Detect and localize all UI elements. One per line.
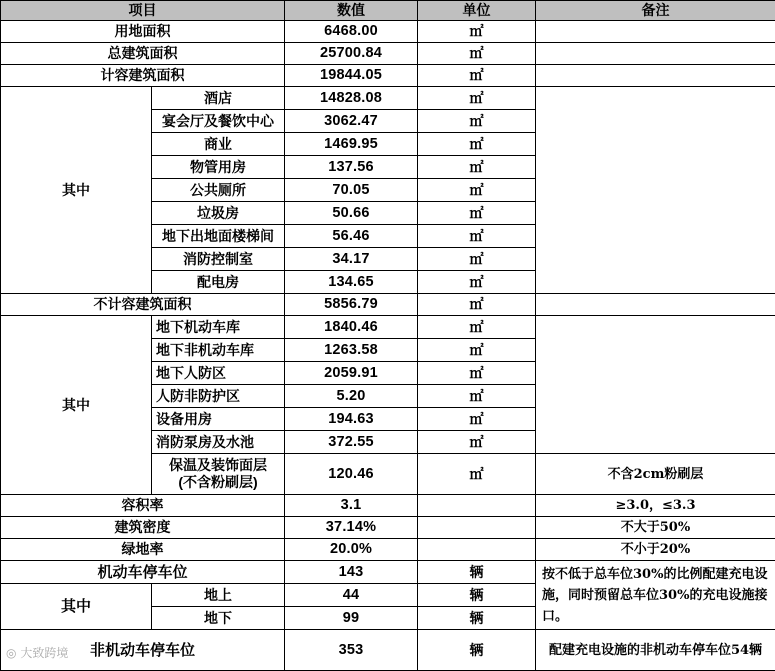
- row-label: 地上: [152, 584, 285, 607]
- row-unit: ㎡: [418, 110, 536, 133]
- row-unit: ㎡: [418, 21, 536, 43]
- row-label: 物管用房: [152, 156, 285, 179]
- table-row: [1, 294, 775, 316]
- header-item: 项目: [1, 1, 285, 21]
- row-value: 120.46: [285, 454, 418, 495]
- row-value: 25700.84: [285, 43, 418, 65]
- row-unit: 辆: [418, 561, 536, 584]
- row-unit: ㎡: [418, 362, 536, 385]
- row-value: 372.55: [285, 431, 418, 454]
- row-value: 99: [285, 607, 418, 630]
- row-label: 垃圾房: [152, 202, 285, 225]
- row-value: 353: [285, 630, 418, 671]
- table-row: [1, 87, 775, 110]
- row-label-two-line: [152, 454, 285, 495]
- row-unit: ㎡: [418, 225, 536, 248]
- row-unit: ㎡: [418, 271, 536, 294]
- row-value: 37.14%: [285, 517, 418, 539]
- row-value: 6468.00: [285, 21, 418, 43]
- row-value: 5856.79: [285, 294, 418, 316]
- row-remark: [536, 294, 775, 316]
- row-label-line1: 保温及装饰面层: [154, 457, 282, 474]
- row-label: 不计容建筑面积: [1, 294, 285, 316]
- row-unit: ㎡: [418, 43, 536, 65]
- row-unit: [418, 495, 536, 517]
- row-label: 地下机动车库: [152, 316, 285, 339]
- row-value: 1469.95: [285, 133, 418, 156]
- row-label: 商业: [152, 133, 285, 156]
- parking-sub-label: 其中: [1, 584, 152, 630]
- row-label: 地下非机动车库: [152, 339, 285, 362]
- row-label: 容积率: [1, 495, 285, 517]
- row-label: 公共厕所: [152, 179, 285, 202]
- row-value: 2059.91: [285, 362, 418, 385]
- table-row: [1, 21, 775, 43]
- row-label: 消防控制室: [152, 248, 285, 271]
- header-remark: 备注: [536, 1, 775, 21]
- table-row: [1, 43, 775, 65]
- row-label: 地下人防区: [152, 362, 285, 385]
- row-unit: ㎡: [418, 87, 536, 110]
- table-row: [1, 630, 775, 671]
- row-label: 人防非防护区: [152, 385, 285, 408]
- row-remark: 不小于20%: [536, 539, 775, 561]
- row-value: 134.65: [285, 271, 418, 294]
- table-row: [1, 316, 775, 339]
- row-unit: ㎡: [418, 339, 536, 362]
- row-remark: 配建充电设施的非机动车停车位54辆: [536, 630, 775, 671]
- row-value: 34.17: [285, 248, 418, 271]
- row-label: 地下: [152, 607, 285, 630]
- row-unit: ㎡: [418, 65, 536, 87]
- row-value: 44: [285, 584, 418, 607]
- table-header-row: [1, 1, 775, 21]
- watermark: [6, 644, 68, 661]
- row-unit: 辆: [418, 584, 536, 607]
- row-label: 宴会厅及餐饮中心: [152, 110, 285, 133]
- row-value: 3.1: [285, 495, 418, 517]
- table-row: [1, 539, 775, 561]
- row-value: 14828.08: [285, 87, 418, 110]
- row-unit: ㎡: [418, 294, 536, 316]
- row-value: 56.46: [285, 225, 418, 248]
- row-label: 配电房: [152, 271, 285, 294]
- row-unit: ㎡: [418, 156, 536, 179]
- parking-remark: 按不低于总车位30%的比例配建充电设施，同时预留总车位30%的充电设施接口。: [536, 561, 775, 630]
- row-unit: ㎡: [418, 431, 536, 454]
- row-label: 机动车停车位: [1, 561, 285, 584]
- row-value: 19844.05: [285, 65, 418, 87]
- watermark-text: 大致跨境: [20, 646, 68, 660]
- row-unit: ㎡: [418, 202, 536, 225]
- row-unit: ㎡: [418, 385, 536, 408]
- row-label: 酒店: [152, 87, 285, 110]
- row-unit: ㎡: [418, 316, 536, 339]
- row-label: 非机动车停车位: [1, 630, 285, 671]
- group2-remark: [536, 316, 775, 454]
- row-label: 总建筑面积: [1, 43, 285, 65]
- group1-label: 其中: [1, 87, 152, 294]
- row-remark: 不大于50%: [536, 517, 775, 539]
- row-label: 用地面积: [1, 21, 285, 43]
- row-value: 5.20: [285, 385, 418, 408]
- row-value: 3062.47: [285, 110, 418, 133]
- row-unit: 辆: [418, 607, 536, 630]
- group2-label: 其中: [1, 316, 152, 495]
- row-unit: 辆: [418, 630, 536, 671]
- table-row: [1, 561, 775, 584]
- row-label-line2: (不含粉刷层): [154, 474, 282, 491]
- header-unit: 单位: [418, 1, 536, 21]
- row-unit: [418, 517, 536, 539]
- row-remark: [536, 43, 775, 65]
- row-remark: 不含2cm粉刷层: [536, 454, 775, 495]
- row-label: 绿地率: [1, 539, 285, 561]
- row-label: 地下出地面楼梯间: [152, 225, 285, 248]
- row-value: 1263.58: [285, 339, 418, 362]
- row-unit: ㎡: [418, 133, 536, 156]
- row-value: 143: [285, 561, 418, 584]
- row-value: 194.63: [285, 408, 418, 431]
- table-row: [1, 65, 775, 87]
- row-value: 1840.46: [285, 316, 418, 339]
- row-value: 137.56: [285, 156, 418, 179]
- table-row: [1, 517, 775, 539]
- row-label: 设备用房: [152, 408, 285, 431]
- row-label: 计容建筑面积: [1, 65, 285, 87]
- row-unit: ㎡: [418, 408, 536, 431]
- group1-remark: [536, 87, 775, 294]
- watermark-logo-icon: ◎: [6, 646, 16, 660]
- row-unit: ㎡: [418, 179, 536, 202]
- row-unit: [418, 539, 536, 561]
- row-value: 70.05: [285, 179, 418, 202]
- row-label: 消防泵房及水池: [152, 431, 285, 454]
- header-value: 数值: [285, 1, 418, 21]
- row-remark: ≥3.0，≤3.3: [536, 495, 775, 517]
- row-value: 50.66: [285, 202, 418, 225]
- row-unit: ㎡: [418, 454, 536, 495]
- row-value: 20.0%: [285, 539, 418, 561]
- table-row: [1, 495, 775, 517]
- row-unit: ㎡: [418, 248, 536, 271]
- row-remark: [536, 21, 775, 43]
- row-label: 建筑密度: [1, 517, 285, 539]
- row-remark: [536, 65, 775, 87]
